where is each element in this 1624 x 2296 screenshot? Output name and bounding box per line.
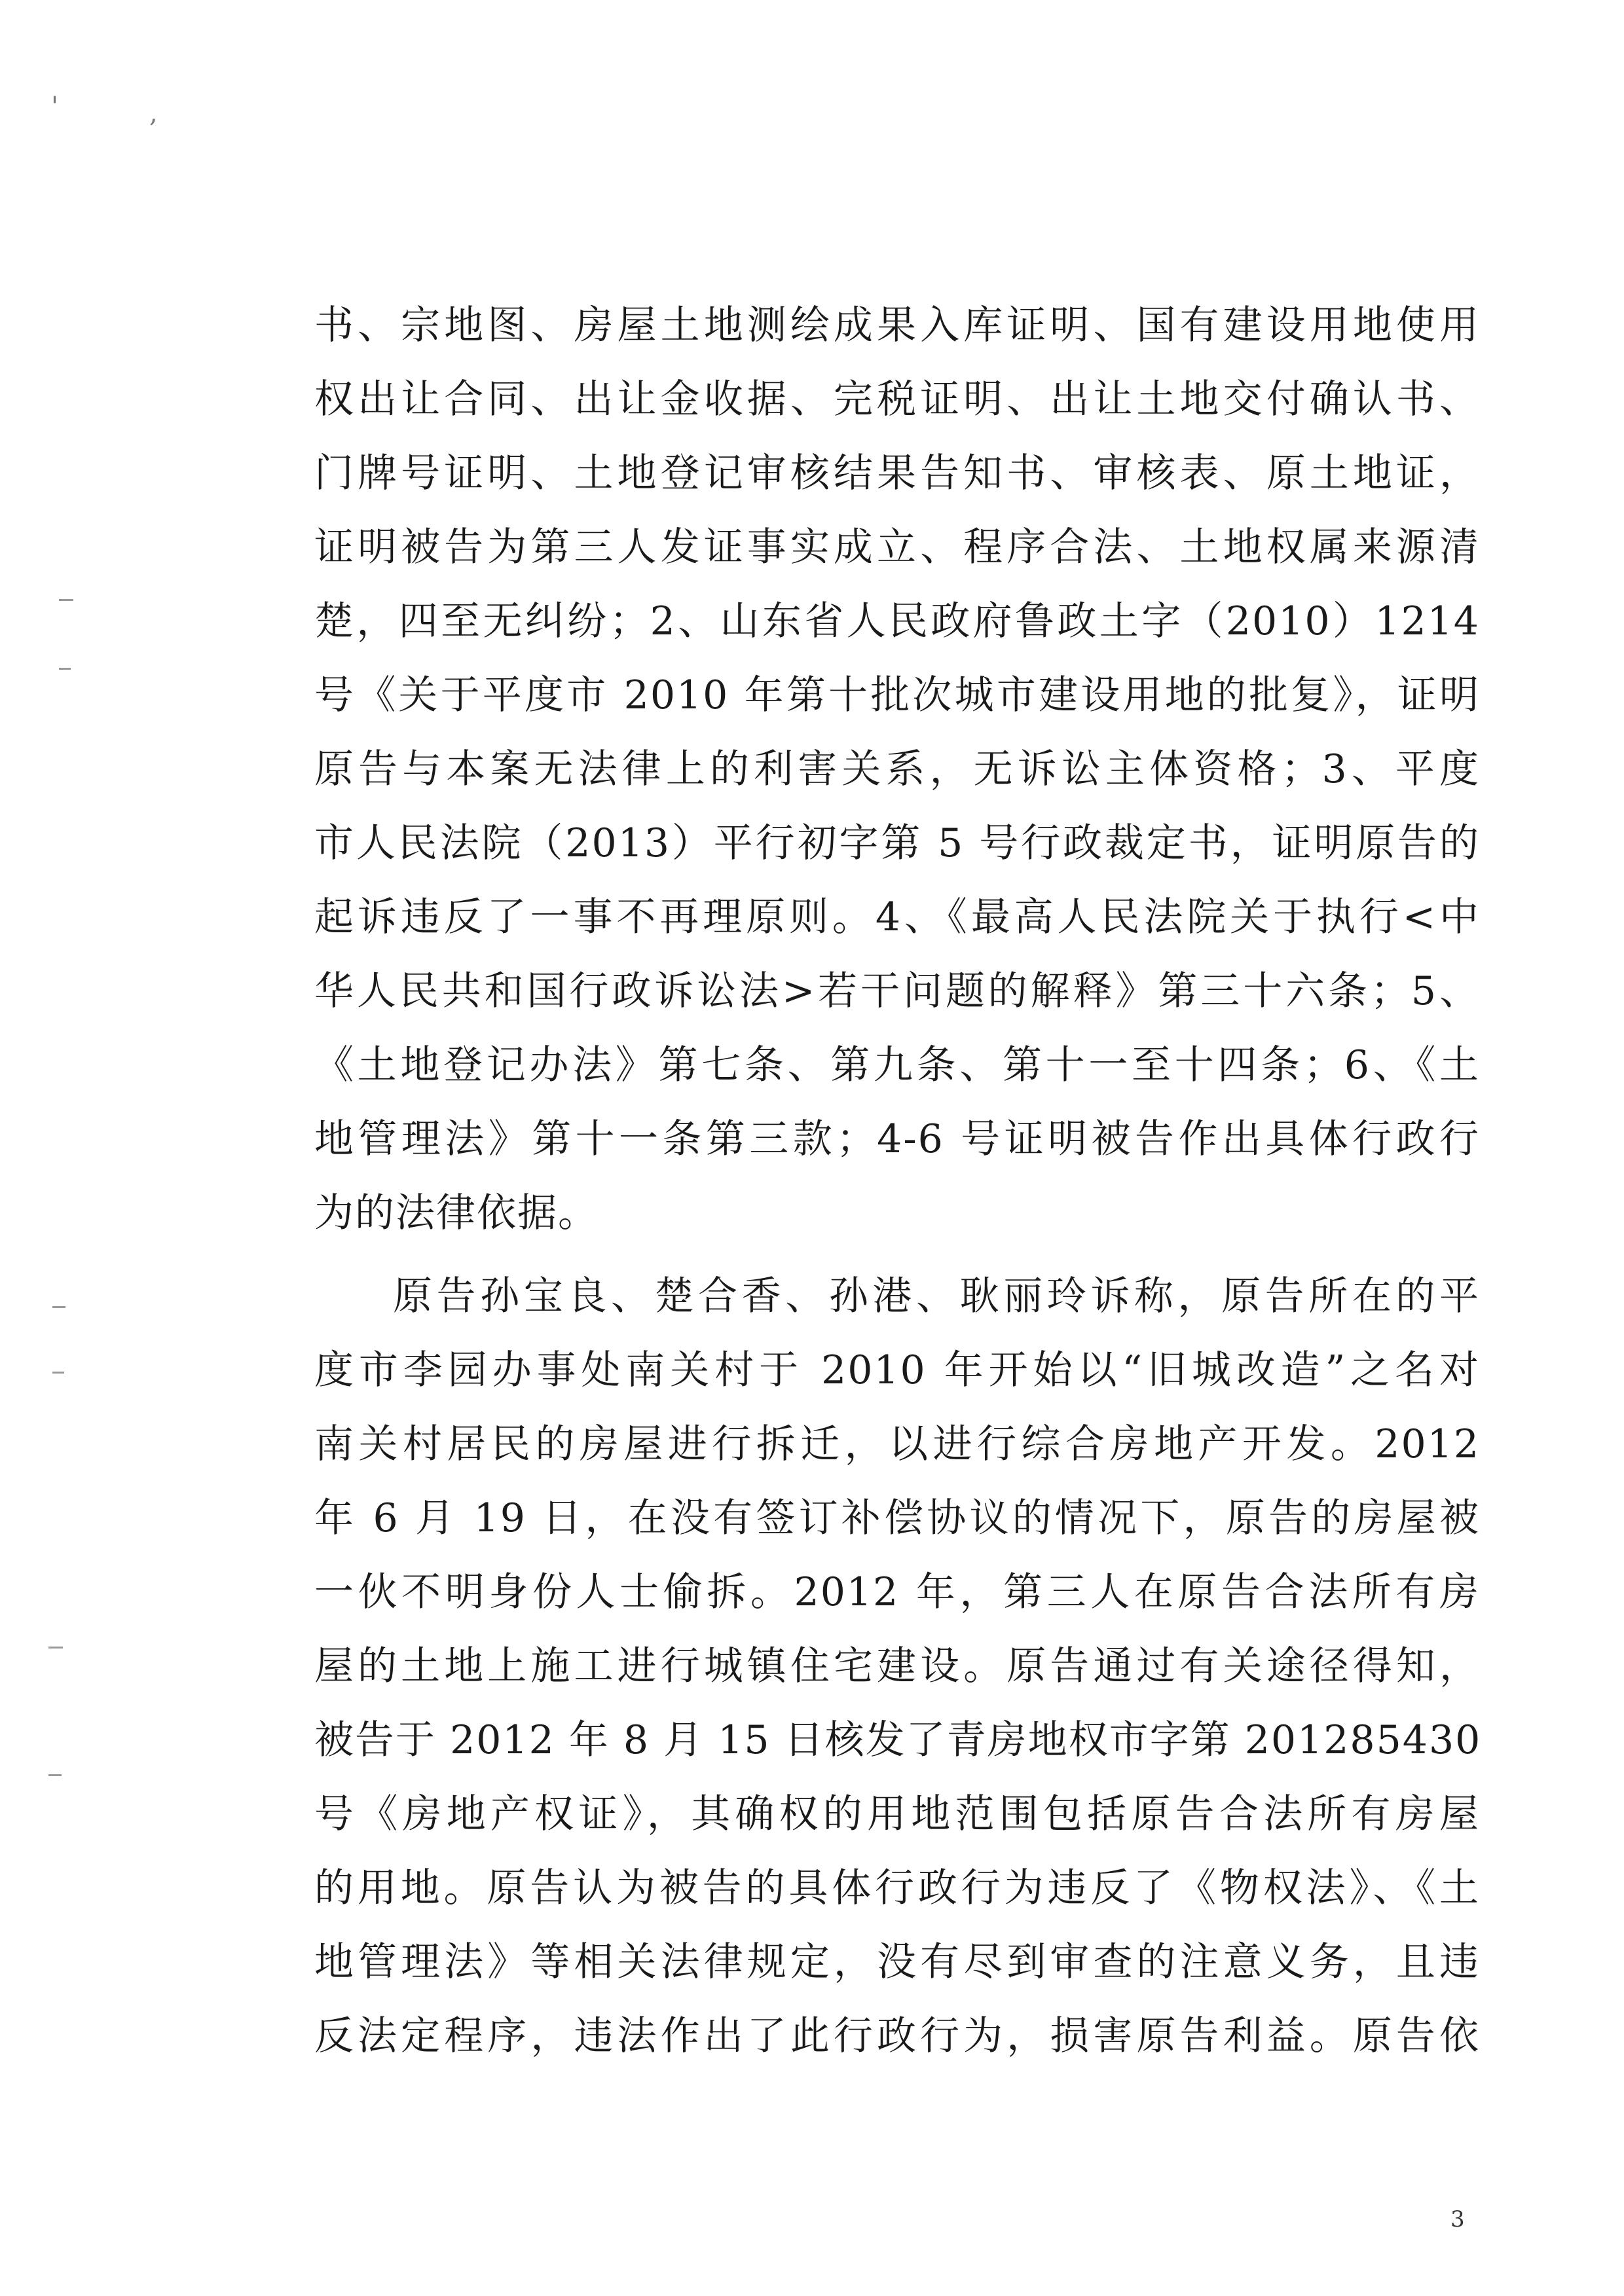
scan-speck (48, 1647, 63, 1649)
text-line: 地管理法》第十一条第三款；4-6 号证明被告作出具体行政行 (314, 1116, 1480, 1162)
text-line: 市人民法院（2013）平行初字第 5 号行政裁定书，证明原告的 (314, 820, 1480, 866)
text-line: 门牌号证明、土地登记审核结果告知书、审核表、原土地证， (314, 450, 1480, 496)
text-line: 号《房地产权证》，其确权的用地范围包括原告合法所有房屋 (314, 1791, 1480, 1837)
text-line: 屋的土地上施工进行城镇住宅建设。原告通过有关途径得知， (314, 1643, 1480, 1689)
scan-speck: ' (51, 92, 58, 122)
text-line: 原告孙宝良、楚合香、孙港、耿丽玲诉称，原告所在的平 (393, 1273, 1480, 1319)
scan-speck (52, 1372, 64, 1374)
text-line: 原告与本案无法律上的利害关系，无诉讼主体资格；3、平度 (314, 746, 1480, 792)
scan-speck (52, 1306, 65, 1308)
text-line: 一伙不明身份人士偷拆。2012 年，第三人在原告合法所有房 (314, 1569, 1480, 1615)
text-line: 年 6 月 19 日，在没有签订补偿协议的情况下，原告的房屋被 (314, 1495, 1480, 1541)
text-line: 反法定程序，违法作出了此行政行为，损害原告利益。原告依 (314, 2013, 1480, 2059)
text-line: 《土地登记办法》第七条、第九条、第十一至十四条；6、《土 (314, 1042, 1480, 1088)
scan-speck: , (149, 98, 158, 128)
text-line: 起诉违反了一事不再理原则。4、《最高人民法院关于执行<中 (314, 894, 1480, 940)
text-line: 地管理法》等相关法律规定，没有尽到审查的注意义务，且违 (314, 1939, 1480, 1985)
scan-speck (48, 1774, 62, 1776)
text-line: 南关村居民的房屋进行拆迁，以进行综合房地产开发。2012 (314, 1421, 1480, 1467)
text-line: 证明被告为第三人发证事实成立、程序合法、土地权属来源清 (314, 524, 1480, 570)
scan-speck (59, 599, 73, 601)
text-line: 书、宗地图、房屋土地测绘成果入库证明、国有建设用地使用 (314, 302, 1480, 348)
scan-speck (59, 668, 71, 670)
text-line: 的用地。原告认为被告的具体行政行为违反了《物权法》、《土 (314, 1865, 1480, 1911)
text-line: 被告于 2012 年 8 月 15 日核发了青房地权市字第 201285430 (314, 1717, 1482, 1763)
text-line: 华人民共和国行政诉讼法>若干问题的解释》第三十六条；5、 (314, 968, 1480, 1014)
text-line: 权出让合同、出让金收据、完税证明、出让土地交付确认书、 (314, 376, 1480, 422)
text-line: 楚，四至无纠纷；2、山东省人民政府鲁政土字（2010）1214 (314, 598, 1480, 644)
page-number: 3 (1450, 2206, 1465, 2232)
text-line: 度市李园办事处南关村于 2010 年开始以“旧城改造”之名对 (314, 1347, 1480, 1393)
text-line: 号《关于平度市 2010 年第十批次城市建设用地的批复》，证明 (314, 672, 1480, 718)
text-line: 为的法律依据。 (314, 1190, 599, 1236)
